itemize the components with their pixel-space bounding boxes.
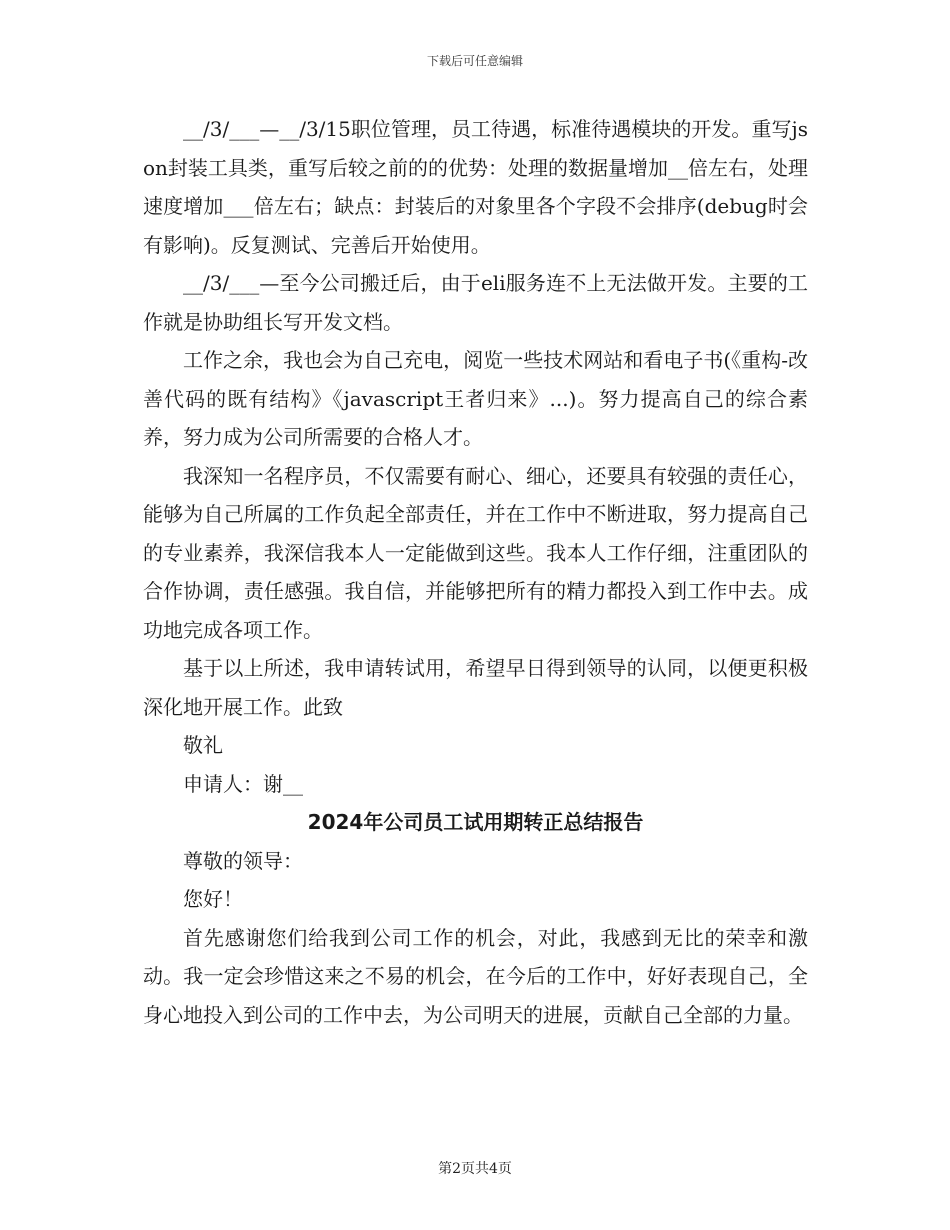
salutation: 尊敬的领导： <box>183 848 303 873</box>
paragraph-self-study: 工作之余，我也会为自己充电，阅览一些技术网站和看电子书(《重构-改善代码的既有结构》《javascript王者归来》...)。努力提高自己的综合素养，努力成为公司所需要的合格人才。 <box>143 348 808 449</box>
paragraph-responsibility: 我深知一名程序员，不仅需要有耐心、细心，还要具有较强的责任心，能够为自己所属的工作负起全部责任，并在工作中不断进取，努力提高自己的专业素养，我深信我本人一定能做到这些。我本人工作仔细，注重团队的合作协调，责任感强。我自信，并能够把所有的精力都投入到工作中去。成功地完成各项工作。 <box>143 463 808 642</box>
page-footer: 第2页共4页 <box>438 1161 512 1177</box>
report-title: 2024年公司员工试用期转正总结报告 <box>307 810 644 834</box>
closing-salute: 敬礼 <box>183 733 223 757</box>
document-body <box>143 110 808 1034</box>
greeting: 您好！ <box>183 887 243 911</box>
paragraph-thanks: 首先感谢您们给我到公司工作的机会，对此，我感到无比的荣幸和激动。我一定会珍惜这来之不易的机会，在今后的工作中，好好表现自己，全身心地投入到公司的工作中去，为公司明天的进展，贡献自己全部的力量。 <box>143 925 808 1027</box>
applicant-signature: 申请人：谢__ <box>183 771 303 796</box>
paragraph-dev-work: __/3/___—__/3/15职位管理，员工待遇，标准待遇模块的开发。重写json封装工具类，重写后较之前的的优势：处理的数据量增加__倍左右，处理速度增加___倍左右；缺点：封装后的对象里各个字段不会排序(debug时会有影响)。反复测试、完善后开始使用。 <box>143 117 808 257</box>
paragraph-application: 基于以上所述，我申请转试用，希望早日得到领导的认同，以便更积极深化地开展工作。此致 <box>143 656 808 719</box>
paragraph-relocation: __/3/___—至今公司搬迁后，由于eli服务连不上无法做开发。主要的工作就是协助组长写开发文档。 <box>143 271 808 334</box>
page-header: 下载后可任意编辑 <box>426 54 523 68</box>
